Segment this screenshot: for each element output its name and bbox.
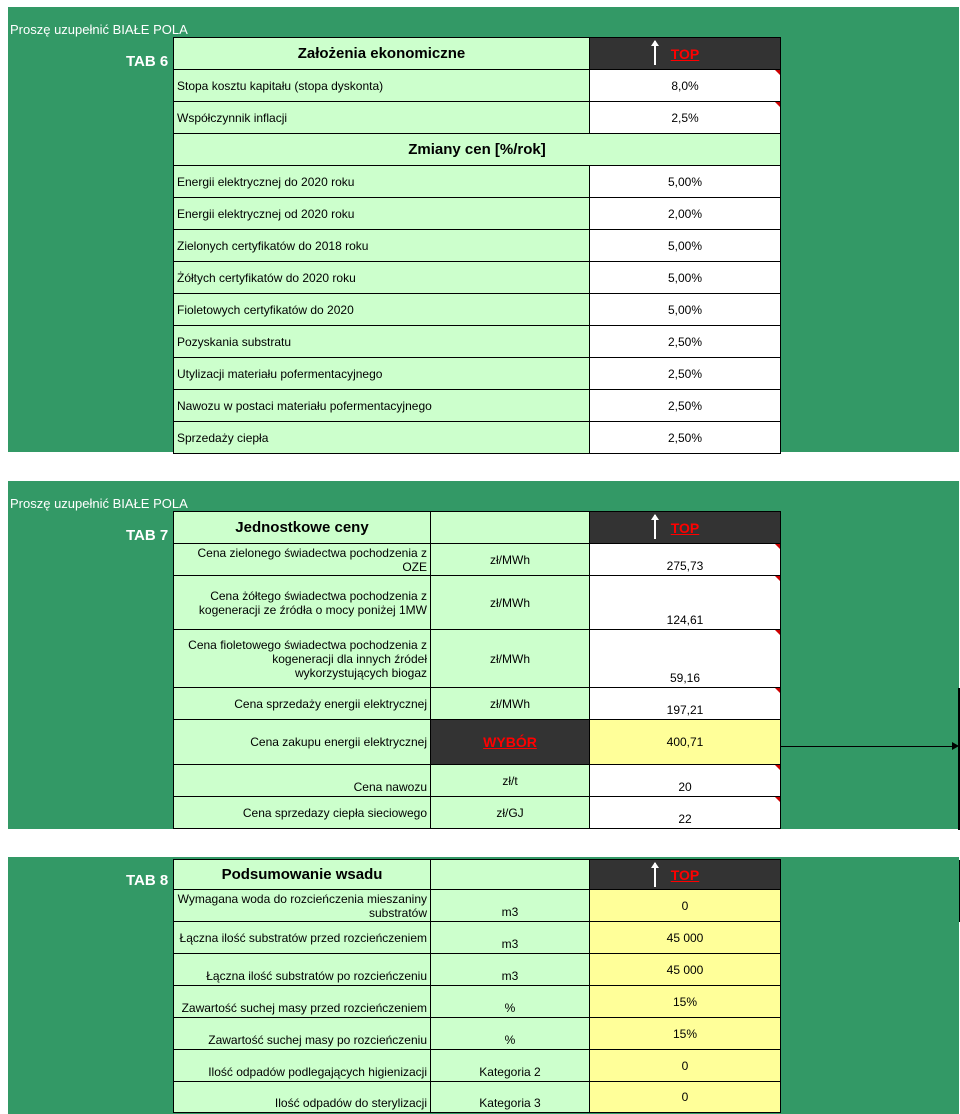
tab6-price-label: Utylizacji materiału pofermentacyjnego [174, 358, 590, 390]
tab7-header-blank [431, 512, 590, 544]
tab6-price-label: Żółtych certyfikatów do 2020 roku [174, 262, 590, 294]
tab6-top-link[interactable]: TOP [670, 45, 700, 62]
tab7-value-text: 22 [678, 812, 692, 826]
tab6-price-label: Energii elektrycznej od 2020 roku [174, 198, 590, 230]
tab6-price-label: Sprzedaży ciepła [174, 422, 590, 454]
connector-line [780, 746, 954, 747]
tab7-value-text: 20 [678, 780, 692, 794]
up-arrow-icon [654, 41, 656, 65]
tab6-hint: Proszę uzupełnić BIAŁE POLA [10, 22, 188, 37]
tab6-price-label: Energii elektrycznej do 2020 roku [174, 166, 590, 198]
tab8-row-unit: Kategoria 3 [431, 1082, 590, 1113]
tab7-row-value[interactable] [590, 576, 781, 630]
tab7-top-link[interactable]: TOP [670, 519, 700, 536]
tab8-row-unit: % [431, 1018, 590, 1050]
tab8-row-unit: % [431, 986, 590, 1018]
tab7-row-unit: zł/GJ [431, 797, 590, 829]
tab6-row-label: Stopa kosztu kapitału (stopa dyskonta) [174, 70, 590, 102]
up-arrow-icon [654, 515, 656, 539]
tab7-row-label: Cena zielonego świadectwa pochodzenia z OZE [174, 544, 431, 576]
tab6-price-value[interactable]: 2,50% [590, 390, 781, 422]
tab6-price-value[interactable]: 2,50% [590, 358, 781, 390]
tab6-price-label: Zielonych certyfikatów do 2018 roku [174, 230, 590, 262]
tab7-row-value: 400,71 [590, 720, 781, 765]
tab6-price-value[interactable]: 5,00% [590, 230, 781, 262]
tab7-table [173, 511, 781, 829]
tab8-row-unit: m3 [431, 922, 590, 954]
up-arrow-icon [654, 863, 656, 887]
tab7-row-unit: zł/MWh [431, 576, 590, 630]
tab8-top-link[interactable]: TOP [670, 866, 700, 883]
comment-marker-icon [775, 797, 780, 802]
tab7-value-text: 197,21 [666, 703, 704, 717]
tab6-table [173, 37, 781, 454]
tab7-row-unit: zł/t [431, 765, 590, 797]
tab7-value-text: 59,16 [669, 671, 701, 685]
tab8-row-unit: m3 [431, 954, 590, 986]
comment-marker-icon [775, 765, 780, 770]
tab8-label: TAB 8 [126, 872, 169, 889]
tab7-row-value[interactable] [590, 630, 781, 688]
tab8-table [173, 859, 781, 1113]
tab7-hint: Proszę uzupełnić BIAŁE POLA [10, 496, 188, 511]
tab6-row-value[interactable] [590, 70, 781, 102]
tab7-row-value[interactable] [590, 688, 781, 720]
tab7-row-value[interactable] [590, 797, 781, 829]
tab7-row-unit: zł/MWh [431, 630, 590, 688]
tab8-row-label: Zawartość suchej masy po rozcieńczeniu [174, 1018, 431, 1050]
tab8-row-label: Łączna ilość substratów po rozcieńczeniu [174, 954, 431, 986]
tab7-row-label: Cena sprzedaży energii elektrycznej [174, 688, 431, 720]
tab8-row-value: 45 000 [590, 954, 781, 986]
tab6-price-value[interactable]: 2,50% [590, 326, 781, 358]
tab6-price-value[interactable]: 5,00% [590, 294, 781, 326]
tab6-label: TAB 6 [126, 53, 169, 70]
tab6-subheader: Zmiany cen [%/rok] [174, 134, 781, 166]
comment-marker-icon [775, 688, 780, 693]
tab6-price-value[interactable]: 5,00% [590, 166, 781, 198]
tab6-price-value[interactable]: 2,50% [590, 422, 781, 454]
comment-marker-icon [775, 102, 780, 107]
tab6-value-text: 2,5% [671, 110, 699, 125]
tab6-panel [8, 7, 959, 452]
tab7-row-label: Cena sprzedazy ciepła sieciowego [174, 797, 431, 829]
tab6-header-title: Założenia ekonomiczne [174, 38, 590, 70]
tab7-row-value[interactable] [590, 544, 781, 576]
wybor-button[interactable]: WYBÓR [431, 720, 590, 765]
tab8-row-value: 15% [590, 1018, 781, 1050]
tab6-price-label: Nawozu w postaci materiału pofermentacyjnego [174, 390, 590, 422]
tab7-panel [8, 481, 959, 829]
tab8-row-label: Ilość odpadów podlegających higienizacji [174, 1050, 431, 1082]
tab6-price-label: Fioletowych certyfikatów do 2020 [174, 294, 590, 326]
tab8-header-title: Podsumowanie wsadu [174, 860, 431, 890]
comment-marker-icon [775, 70, 780, 75]
tab8-row-unit: Kategoria 2 [431, 1050, 590, 1082]
tab8-row-label: Wymagana woda do rozcieńczenia mieszaniny substratów [174, 890, 431, 922]
tab7-row-unit: zł/MWh [431, 688, 590, 720]
tab7-row-label: Cena fioletowego świadectwa pochodzenia z kogeneracji dla innych źródeł wykorzystujących biogaz [174, 630, 431, 688]
comment-marker-icon [775, 630, 780, 635]
tab7-label: TAB 7 [126, 527, 169, 544]
tab7-value-text: 124,61 [666, 613, 704, 627]
tab6-top-cell [590, 38, 781, 70]
tab7-row-unit: zł/MWh [431, 544, 590, 576]
tab8-row-value: 45 000 [590, 922, 781, 954]
tab7-row-label: Cena nawozu [174, 765, 431, 797]
tab6-row-label: Współczynnik inflacji [174, 102, 590, 134]
tab8-header-blank [431, 860, 590, 890]
tab6-row-value[interactable] [590, 102, 781, 134]
tab8-row-label: Zawartość suchej masy przed rozcieńczeniem [174, 986, 431, 1018]
tab7-value-text: 275,73 [666, 559, 704, 573]
tab8-top-cell [590, 860, 781, 890]
tab8-row-label: Ilość odpadów do sterylizacji [174, 1082, 431, 1113]
tab7-row-label: Cena żółtego świadectwa pochodzenia z kogeneracji ze źródła o mocy poniżej 1MW [174, 576, 431, 630]
tab6-value-text: 8,0% [671, 78, 699, 93]
tab8-row-value: 0 [590, 1050, 781, 1082]
comment-marker-icon [775, 544, 780, 549]
tab8-panel [8, 857, 959, 1114]
tab7-top-cell [590, 512, 781, 544]
tab8-row-value: 0 [590, 890, 781, 922]
tab8-row-value: 15% [590, 986, 781, 1018]
tab8-row-unit: m3 [431, 890, 590, 922]
tab6-price-value[interactable]: 5,00% [590, 262, 781, 294]
tab7-header-title: Jednostkowe ceny [174, 512, 431, 544]
tab7-row-label: Cena zakupu energii elektrycznej [174, 720, 431, 765]
tab6-price-value[interactable]: 2,00% [590, 198, 781, 230]
tab8-row-value: 0 [590, 1082, 781, 1113]
tab6-price-label: Pozyskania substratu [174, 326, 590, 358]
tab8-row-label: Łączna ilość substratów przed rozcieńczeniem [174, 922, 431, 954]
tab7-row-value[interactable] [590, 765, 781, 797]
comment-marker-icon [775, 576, 780, 581]
